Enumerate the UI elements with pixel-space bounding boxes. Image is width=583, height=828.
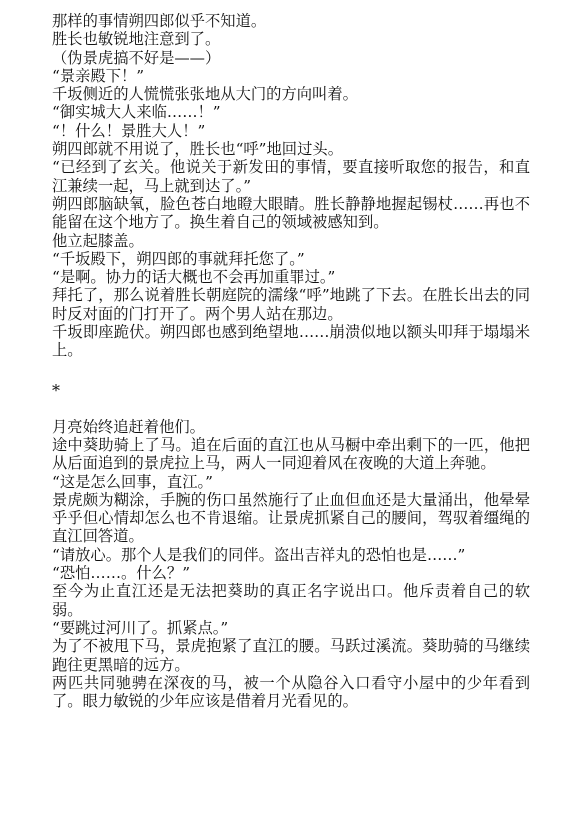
paragraph: “御实城大人来临……！” xyxy=(52,103,221,122)
paragraph: “景亲殿下！” xyxy=(52,66,145,85)
paragraph: 朔四郎脑缺氧，脸色苍白地瞪大眼睛。胜长静静地握起锡杖……再也不能留在这个地方了。换生着自己的领域被感知到。 xyxy=(52,194,530,232)
paragraph: 至今为止直江还是无法把葵助的真正名字说出口。他斥责着自己的软弱。 xyxy=(52,582,530,619)
paragraph: “要跳过河川了。抓紧点。” xyxy=(52,618,229,637)
paragraph: 景虎颇为糊涂，手腕的伤口虽然施行了止血但血还是大量涌出，他晕晕乎乎但心情却怎么也不肯退缩。让景虎抓紧自己的腰间，驾驭着缰绳的直江回答道。 xyxy=(52,490,530,546)
paragraph: 朔四郎就不用说了，胜长也“呼”地回过头。 xyxy=(52,140,343,159)
paragraph: “已经到了玄关。他说关于新发田的事情，要直接听取您的报告，和直江兼续一起，马上就到达了。” xyxy=(52,158,530,195)
paragraph: “千坂殿下，朔四郎的事就拜托您了。” xyxy=(52,249,305,268)
paragraph: 为了不被甩下马，景虎抱紧了直江的腰。马跃过溪流。葵助骑的马继续跑往更黑暗的远方。 xyxy=(52,637,530,674)
paragraph: （伪景虎搞不好是——） xyxy=(52,48,221,67)
section-separator: * xyxy=(52,380,60,400)
paragraph: 月亮始终追赶着他们。 xyxy=(52,417,205,436)
paragraph: 千坂即座跪伏。朔四郎也感到绝望地……崩溃似地以额头叩拜于塌塌米上。 xyxy=(52,323,530,360)
paragraph: “！什么！景胜大人！” xyxy=(52,121,206,140)
paragraph: 拜托了，那么说着胜长朝庭院的濡缘“呼”地跳了下去。在胜长出去的同时反对面的门打开了。两个男人站在那边。 xyxy=(52,286,530,323)
paragraph: “恐怕……。什么？” xyxy=(52,564,191,583)
spacer xyxy=(52,400,530,418)
paragraph: “这是怎么回事，直江。” xyxy=(52,472,213,491)
paragraph: 那样的事情朔四郎似乎不知道。 xyxy=(52,12,267,30)
paragraph: 千坂侧近的人慌慌张张地从大门的方向叫着。 xyxy=(52,85,358,104)
section-1 xyxy=(52,12,530,360)
spacer xyxy=(52,360,530,382)
section-2 xyxy=(52,418,530,711)
paragraph: 途中葵助骑上了马。追在后面的直江也从马橱中牵出剩下的一匹，他把从后面追到的景虎拉上马，两人一同迎着风在夜晚的大道上奔驰。 xyxy=(52,435,530,473)
paragraph: “是啊。协力的话大概也不会再加重罪过。” xyxy=(52,268,336,287)
paragraph: 胜长也敏锐地注意到了。 xyxy=(52,30,221,49)
paragraph: 他立起膝盖。 xyxy=(52,231,144,250)
document-page xyxy=(52,12,530,710)
paragraph: “请放心。那个人是我们的同伴。盗出吉祥丸的恐怕也是……” xyxy=(52,545,466,564)
paragraph: 两匹共同驰骋在深夜的马，被一个从隐谷入口看守小屋中的少年看到了。眼力敏锐的少年应该是借着月光看见的。 xyxy=(52,673,530,711)
